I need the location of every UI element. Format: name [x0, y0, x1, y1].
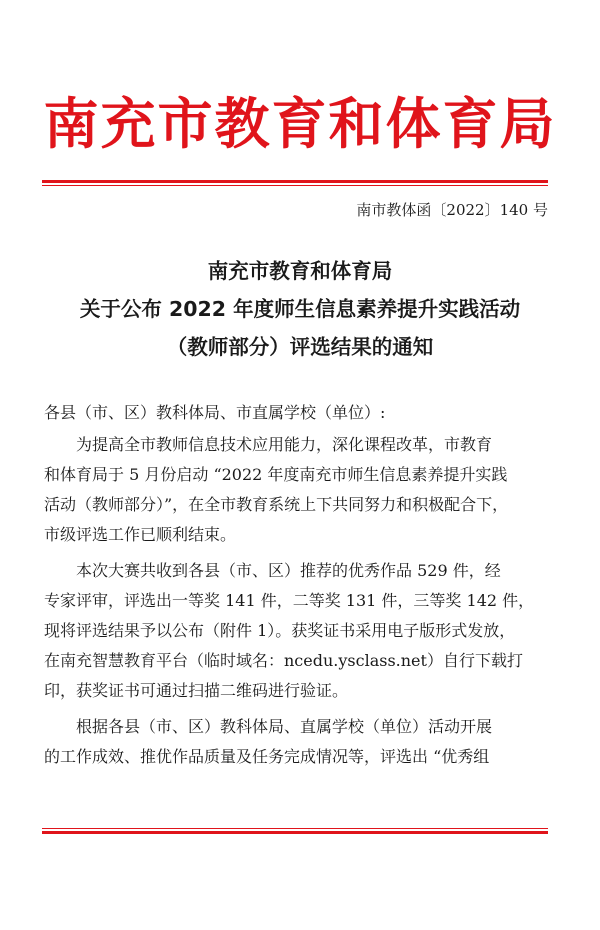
paragraph-1-line: 活动（教师部分）”，在全市教育系统上下共同努力和积极配合下， — [44, 495, 509, 514]
notice-body — [44, 398, 554, 778]
paragraph-1-line: 市级评选工作已顺利结束。 — [44, 525, 237, 544]
paragraph-3 — [44, 712, 554, 772]
paragraph-2-line: 专家评审，评选出一等奖 141 件，二等奖 131 件，三等奖 142 件， — [44, 591, 535, 610]
org-header-title: 南充市教育和体育局 — [43, 91, 557, 156]
header-red-rule-thick — [42, 180, 548, 183]
notice-title — [20, 252, 580, 366]
title-line-3: （教师部分）评选结果的通知 — [166, 335, 434, 359]
paragraph-2-line: 现将评选结果予以公布（附件 1）。获奖证书采用电子版形式发放， — [44, 621, 516, 640]
paragraph-1-line: 为提高全市教师信息技术应用能力，深化课程改革，市教育 — [76, 435, 493, 454]
footer-red-rule-thick — [42, 831, 548, 834]
paragraph-1 — [44, 430, 554, 550]
paragraph-3-line: 根据各县（市、区）教科体局、直属学校（单位）活动开展 — [76, 717, 493, 736]
paragraph-2-line: 在南充智慧教育平台（临时域名：ncedu.ysclass.net）自行下载打 — [44, 651, 523, 670]
paragraph-1-line: 和体育局于 5 月份启动 “2022 年度南充市师生信息素养提升实践 — [44, 465, 508, 484]
paragraph-2-line: 印，获奖证书可通过扫描二维码进行验证。 — [44, 681, 349, 700]
footer-red-rule-thin — [42, 828, 548, 829]
title-line-1: 南充市教育和体育局 — [207, 259, 393, 283]
document-number: 南市教体函〔2022〕140 号 — [356, 201, 548, 219]
salutation: 各县（市、区）教科体局、市直属学校（单位）: — [44, 403, 386, 422]
title-line-2: 关于公布 2022 年度师生信息素养提升实践活动 — [79, 297, 521, 321]
paragraph-2-line: 本次大赛共收到各县（市、区）推荐的优秀作品 529 件，经 — [76, 561, 501, 580]
paragraph-2 — [44, 556, 554, 706]
paragraph-3-line: 的工作成效、推优作品质量及任务完成情况等，评选出 “优秀组 — [44, 747, 490, 766]
header-red-rule-thin — [42, 185, 548, 186]
